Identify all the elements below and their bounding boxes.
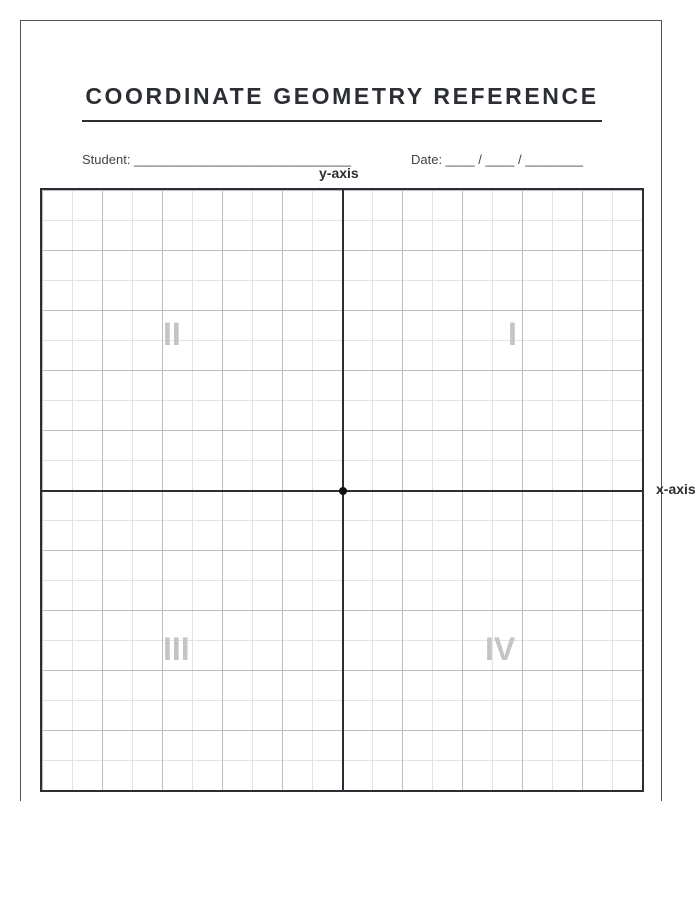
quadrant-4-label: IV [485, 631, 516, 667]
quadrant-2-label: II [163, 316, 181, 352]
coordinate-grid [40, 188, 644, 792]
quadrant-3-label: III [163, 631, 190, 667]
page-title: COORDINATE GEOMETRY REFERENCE [85, 83, 599, 109]
origin-point [339, 487, 347, 495]
title-divider [82, 120, 602, 122]
quadrant-1-label: I [508, 316, 517, 352]
student-field: Student: ______________________________ [82, 152, 351, 167]
x-axis-label: x-axis [656, 481, 696, 497]
date-field: Date: ____ / ____ / ________ [411, 152, 584, 167]
y-axis-label: y-axis [319, 165, 359, 181]
